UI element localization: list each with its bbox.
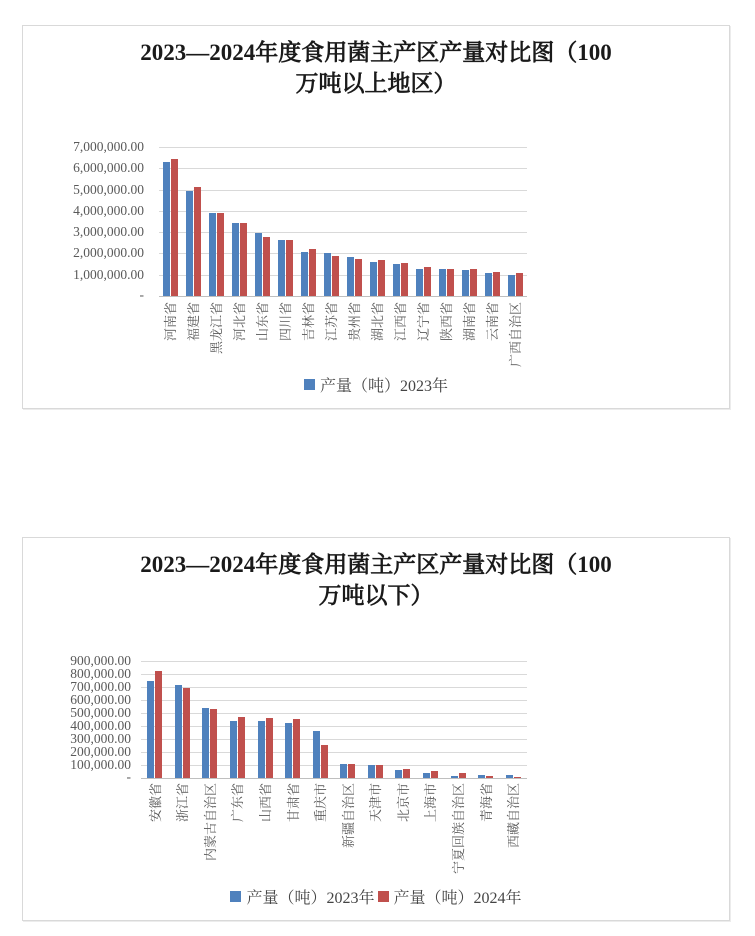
bar-2023 [340, 764, 347, 778]
bar-group [458, 147, 481, 296]
chart-legend [23, 885, 729, 908]
y-axis-tick-label: 600,000.00 [70, 692, 131, 707]
x-axis-category-label-text: 四川省 [278, 302, 294, 342]
bar-group [251, 147, 274, 296]
bar-group [205, 147, 228, 296]
bar-group [196, 661, 224, 778]
x-axis-category-label-text: 河南省 [163, 302, 179, 342]
bar-2024 [378, 260, 385, 296]
legend-label: 产量（吨）2024年 [393, 890, 522, 907]
bar-2024 [266, 718, 273, 778]
x-axis-category-label-text: 河北省 [232, 302, 248, 342]
bar-2023 [485, 273, 492, 296]
legend-item [304, 373, 448, 396]
bar-2024 [470, 269, 477, 296]
bar-group [343, 147, 366, 296]
bar-group [417, 661, 445, 778]
y-axis-tick-label: 300,000.00 [70, 731, 131, 746]
bar-2024 [240, 223, 247, 296]
x-axis-category-label-text: 天津市 [368, 783, 384, 823]
bar-2024 [155, 671, 162, 778]
bar-2023 [324, 253, 331, 296]
x-axis-category-label-text: 重庆市 [313, 783, 329, 823]
bar-group [362, 661, 390, 778]
bar-group [141, 661, 169, 778]
legend-swatch-2023 [230, 891, 241, 902]
x-axis-category-label-text: 云南省 [485, 302, 501, 342]
x-axis-category-label-text: 山西省 [258, 783, 274, 823]
bar-2023 [258, 721, 265, 778]
bar-group [279, 661, 307, 778]
bar-group [334, 661, 362, 778]
bar-2024 [293, 719, 300, 778]
x-axis-category-label-text: 安徽省 [147, 783, 163, 823]
legend-label: 产量（吨）2023年 [246, 890, 375, 907]
bar-group [389, 661, 417, 778]
bar-2024 [332, 256, 339, 296]
bar-2024 [194, 187, 201, 296]
bar-2024 [210, 709, 217, 778]
bar-2023 [508, 275, 515, 296]
bar-2023 [175, 685, 182, 778]
bar-2023 [255, 233, 262, 296]
bar-group [435, 147, 458, 296]
x-axis-category-label-text: 山东省 [255, 302, 271, 342]
bar-group [499, 661, 527, 778]
bar-2024 [401, 263, 408, 296]
x-axis-category-label-text: 青海省 [478, 783, 494, 823]
x-axis-category-label-text: 江西省 [393, 302, 409, 342]
legend-label: 产量（吨）2023年 [319, 378, 448, 395]
bar-group [412, 147, 435, 296]
bar-group [182, 147, 205, 296]
legend-swatch-2023 [304, 379, 315, 390]
bar-2024 [355, 259, 362, 296]
x-axis-category-label-text: 甘肃省 [285, 783, 301, 823]
bar-2024 [309, 249, 316, 296]
bar-2023 [301, 252, 308, 296]
x-axis-category-label-text: 广西自治区 [508, 302, 524, 368]
chart-legend [23, 373, 729, 396]
bar-2024 [321, 745, 328, 778]
y-axis-tick-label: 7,000,000.00 [73, 139, 144, 154]
x-axis-category-label-text: 北京市 [395, 783, 411, 823]
bar-2023 [232, 223, 239, 296]
x-axis-line [141, 778, 527, 779]
bar-2024 [263, 237, 270, 296]
x-axis-category-label-text: 西藏自治区 [506, 783, 522, 849]
bar-2023 [462, 270, 469, 296]
bar-2023 [230, 721, 237, 778]
x-axis-category-label-text: 上海市 [423, 783, 439, 823]
x-axis-category-label-text: 内蒙古自治区 [202, 783, 218, 862]
legend-item [230, 885, 374, 908]
x-axis-category-label-text: 陕西省 [439, 302, 455, 342]
bar-group [169, 661, 197, 778]
y-axis-tick-label: 4,000,000.00 [73, 203, 144, 218]
bar-2023 [313, 731, 320, 778]
chart-title-line1: 2023—2024年度食用菌主产区产量对比图（100 [140, 40, 612, 65]
x-axis-category-label-text: 贵州省 [347, 302, 363, 342]
chart-title-line1: 2023—2024年度食用菌主产区产量对比图（100 [140, 552, 612, 577]
bar-2024 [217, 213, 224, 296]
bar-2024 [171, 159, 178, 296]
bar-2023 [439, 269, 446, 296]
bar-2023 [395, 770, 402, 778]
bar-group [320, 147, 343, 296]
bar-2024 [514, 777, 521, 778]
bar-2023 [278, 240, 285, 296]
chart-title-line2: 万吨以下） [318, 583, 434, 608]
bar-2023 [209, 213, 216, 296]
bar-2023 [202, 708, 209, 778]
legend-item [378, 885, 522, 908]
y-axis-tick-label: 500,000.00 [70, 705, 131, 720]
bar-2023 [347, 257, 354, 296]
x-axis-category-label-text: 宁夏回族自治区 [451, 783, 467, 875]
bar-2023 [285, 723, 292, 778]
bar-group [306, 661, 334, 778]
y-axis-tick-label: 700,000.00 [70, 679, 131, 694]
bar-2024 [348, 764, 355, 778]
x-axis-category-label-text: 福建省 [186, 302, 202, 342]
y-axis-tick-label: 400,000.00 [70, 718, 131, 733]
x-axis-category-label-text: 吉林省 [301, 302, 317, 342]
bar-group [366, 147, 389, 296]
bar-2023 [416, 269, 423, 296]
y-axis-tick-label: 2,000,000.00 [73, 245, 144, 260]
bar-group [274, 147, 297, 296]
x-axis-category-label-text: 湖北省 [370, 302, 386, 342]
x-axis-category-label-text: 浙江省 [175, 783, 191, 823]
bar-2024 [238, 717, 245, 778]
bar-group [228, 147, 251, 296]
chart-title [23, 549, 729, 611]
y-axis-tick-label: 100,000.00 [70, 757, 131, 772]
x-axis-category-label-text: 江苏省 [324, 302, 340, 342]
chart-panel-under-1m [22, 537, 730, 921]
bar-2023 [451, 776, 458, 778]
bar-group [504, 147, 527, 296]
x-axis-category-label-text: 辽宁省 [416, 302, 432, 342]
bar-2023 [393, 264, 400, 296]
y-axis-tick-label: 1,000,000.00 [73, 267, 144, 282]
bar-2023 [478, 775, 485, 778]
x-axis-category-label-text: 广东省 [230, 783, 246, 823]
bar-2024 [403, 769, 410, 778]
y-axis-tick-label: 3,000,000.00 [73, 224, 144, 239]
bar-group [481, 147, 504, 296]
x-axis-category-label-text: 湖南省 [462, 302, 478, 342]
bar-2023 [506, 775, 513, 778]
x-axis-category-label-text: 新疆自治区 [340, 783, 356, 849]
x-axis-category-label-text: 黑龙江省 [209, 302, 225, 355]
bar-group [389, 147, 412, 296]
legend-swatch-2024 [378, 891, 389, 902]
bar-2023 [147, 681, 154, 778]
bar-2024 [459, 773, 466, 778]
bar-2023 [186, 191, 193, 296]
bar-2024 [447, 269, 454, 296]
bar-2024 [424, 267, 431, 296]
bar-2024 [486, 776, 493, 778]
y-axis-tick-label: 900,000.00 [70, 653, 131, 668]
y-axis-zero-label: - [126, 769, 131, 784]
chart-title-line2: 万吨以上地区） [295, 71, 457, 96]
y-axis-tick-label: 5,000,000.00 [73, 182, 144, 197]
bar-2023 [423, 773, 430, 778]
bar-group [224, 661, 252, 778]
y-axis-tick-label: 200,000.00 [70, 744, 131, 759]
bar-2024 [431, 771, 438, 778]
bar-group [297, 147, 320, 296]
x-axis-line [159, 296, 527, 297]
bar-2023 [163, 162, 170, 296]
y-axis-tick-label: 800,000.00 [70, 666, 131, 681]
bar-2024 [183, 688, 190, 778]
chart-panel-over-1m [22, 25, 730, 409]
bar-2023 [368, 765, 375, 778]
bar-2023 [370, 262, 377, 296]
bar-group [251, 661, 279, 778]
bar-2024 [286, 240, 293, 296]
bar-group [472, 661, 500, 778]
y-axis-zero-label: - [139, 287, 144, 302]
bar-2024 [516, 273, 523, 296]
bar-2024 [376, 765, 383, 778]
y-axis-tick-label: 6,000,000.00 [73, 160, 144, 175]
bar-group [444, 661, 472, 778]
bar-group [159, 147, 182, 296]
bar-2024 [493, 272, 500, 296]
chart-title [23, 37, 729, 99]
